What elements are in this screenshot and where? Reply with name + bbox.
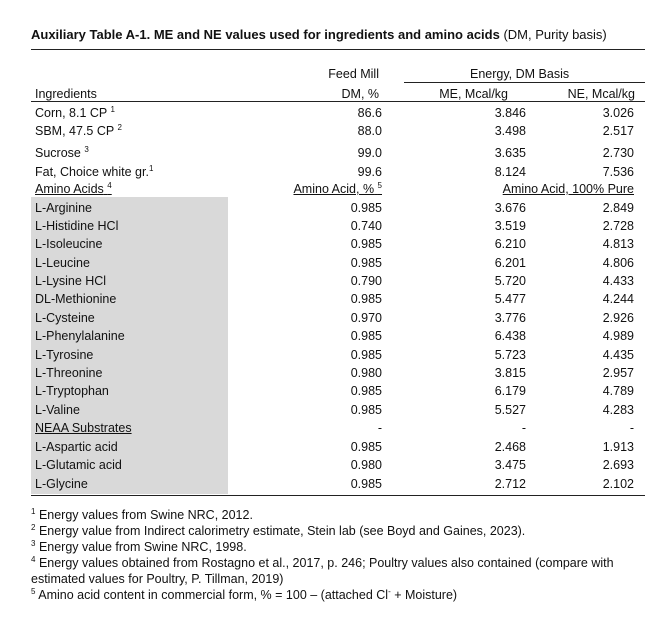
table-row bbox=[31, 146, 645, 164]
amino-name-cell: L-Histidine HCl bbox=[35, 219, 119, 233]
ne-cell: 2.102 bbox=[602, 477, 634, 491]
ingredient-name-cell: Sucrose $^3$ bbox=[35, 144, 89, 160]
dm-cell: 99.6 bbox=[357, 165, 382, 179]
ingredient-name-cell: Corn, 8.1 CP $^1$ bbox=[35, 104, 115, 120]
table-row bbox=[31, 124, 645, 142]
ne-cell: 4.989 bbox=[602, 329, 634, 343]
aa-cell: 0.985 bbox=[350, 348, 382, 362]
ne-header: NE, Mcal/kg bbox=[567, 87, 635, 101]
amino-acid-pure-header: Amino Acid, 100% Pure bbox=[502, 182, 634, 196]
ne-cell: 4.813 bbox=[602, 237, 634, 251]
aa-cell: 0.985 bbox=[350, 237, 382, 251]
neaa-subheader-row bbox=[31, 421, 645, 439]
ne-cell: 2.957 bbox=[602, 366, 634, 380]
me-cell: 3.475 bbox=[494, 458, 526, 472]
amino-name-cell: DL-Methionine bbox=[35, 292, 117, 306]
me-cell: 2.712 bbox=[494, 477, 526, 491]
aa-cell: 0.980 bbox=[350, 458, 382, 472]
dash-cell: - bbox=[521, 421, 526, 435]
table-row bbox=[31, 329, 645, 347]
amino-name-cell: L-Isoleucine bbox=[35, 237, 103, 251]
amino-name-cell: L-Leucine bbox=[35, 256, 90, 270]
dm-cell: 86.6 bbox=[357, 106, 382, 120]
header-rule bbox=[31, 101, 645, 102]
amino-acids-label: Amino Acids $^4$ bbox=[35, 180, 112, 196]
dash-cell: - bbox=[377, 421, 382, 435]
me-cell: 3.676 bbox=[494, 201, 526, 215]
dash-cell: - bbox=[629, 421, 634, 435]
feed-mill-header: Feed Mill bbox=[328, 67, 379, 81]
table-row bbox=[31, 292, 645, 310]
amino-name-cell: L-Tyrosine bbox=[35, 348, 94, 362]
footnote: $^2$ Energy value from Indirect calorimetry estimate, Stein lab (see Boyd and Gaines, 2023). bbox=[31, 522, 526, 538]
top-rule bbox=[31, 49, 645, 50]
me-cell: 3.519 bbox=[494, 219, 526, 233]
amino-name-cell: L-Glutamic acid bbox=[35, 458, 122, 472]
table-row bbox=[31, 256, 645, 274]
amino-name-cell: L-Aspartic acid bbox=[35, 440, 118, 454]
table-row bbox=[31, 165, 645, 183]
table-row bbox=[31, 237, 645, 255]
table-row bbox=[31, 219, 645, 237]
me-header: ME, Mcal/kg bbox=[439, 87, 508, 101]
me-cell: 3.815 bbox=[494, 366, 526, 380]
ne-cell: 1.913 bbox=[602, 440, 634, 454]
me-cell: 6.201 bbox=[494, 256, 526, 270]
footnote: $^1$ Energy values from Swine NRC, 2012. bbox=[31, 506, 253, 522]
table-title-bold: Auxiliary Table A-1. ME and NE values used for ingredients and amino acids bbox=[31, 27, 500, 42]
aa-cell: 0.985 bbox=[350, 440, 382, 454]
table-row bbox=[31, 384, 645, 402]
amino-subheader-row bbox=[31, 182, 645, 200]
aa-cell: 0.985 bbox=[350, 477, 382, 491]
dm-header: DM, % bbox=[341, 87, 379, 101]
me-cell: 3.846 bbox=[494, 106, 526, 120]
me-cell: 5.723 bbox=[494, 348, 526, 362]
table-row bbox=[31, 106, 645, 124]
ne-cell: 2.926 bbox=[602, 311, 634, 325]
aa-cell: 0.985 bbox=[350, 403, 382, 417]
aa-cell: 0.980 bbox=[350, 366, 382, 380]
energy-header: Energy, DM Basis bbox=[470, 67, 570, 81]
ne-cell: 4.806 bbox=[602, 256, 634, 270]
ingredients-header: Ingredients bbox=[35, 87, 97, 101]
energy-header-rule bbox=[404, 82, 645, 83]
ne-cell: 2.693 bbox=[602, 458, 634, 472]
ingredient-name-cell: Fat, Choice white gr.$^1$ bbox=[35, 163, 154, 179]
amino-name-cell: L-Valine bbox=[35, 403, 80, 417]
footnotes bbox=[31, 507, 651, 603]
ne-cell: 3.026 bbox=[602, 106, 634, 120]
ne-cell: 4.433 bbox=[602, 274, 634, 288]
footnote: $^5$ Amino acid content in commercial form, % = 100 – (attached Cl- + Moisture) bbox=[31, 586, 458, 602]
dm-cell: 88.0 bbox=[357, 124, 382, 138]
aa-cell: 0.985 bbox=[350, 329, 382, 343]
me-cell: 3.498 bbox=[494, 124, 526, 138]
table-row bbox=[31, 274, 645, 292]
amino-acid-percent-header: Amino Acid, % $^5$ bbox=[293, 180, 382, 196]
ne-cell: 4.244 bbox=[602, 292, 634, 306]
me-cell: 5.720 bbox=[494, 274, 526, 288]
amino-name-cell: L-Threonine bbox=[35, 366, 103, 380]
aa-cell: 0.985 bbox=[350, 201, 382, 215]
table-row bbox=[31, 440, 645, 458]
me-cell: 3.776 bbox=[494, 311, 526, 325]
table-row bbox=[31, 311, 645, 329]
table-row bbox=[31, 201, 645, 219]
bottom-rule bbox=[31, 495, 645, 496]
dm-cell: 99.0 bbox=[357, 146, 382, 160]
table-title-normal: (DM, Purity basis) bbox=[503, 27, 607, 42]
ne-cell: 2.849 bbox=[602, 201, 634, 215]
ne-cell: 2.517 bbox=[602, 124, 634, 138]
table-row bbox=[31, 477, 645, 495]
amino-name-cell: L-Cysteine bbox=[35, 311, 95, 325]
amino-name-cell: L-Phenylalanine bbox=[35, 329, 125, 343]
table-row bbox=[31, 458, 645, 476]
me-cell: 6.210 bbox=[494, 237, 526, 251]
ne-cell: 7.536 bbox=[602, 165, 634, 179]
ne-cell: 2.728 bbox=[602, 219, 634, 233]
neaa-label: NEAA Substrates bbox=[35, 421, 132, 435]
aa-cell: 0.740 bbox=[350, 219, 382, 233]
me-cell: 5.477 bbox=[494, 292, 526, 306]
amino-name-cell: L-Arginine bbox=[35, 201, 92, 215]
me-cell: 2.468 bbox=[494, 440, 526, 454]
table-row bbox=[31, 403, 645, 421]
ne-cell: 4.283 bbox=[602, 403, 634, 417]
me-cell: 3.635 bbox=[494, 146, 526, 160]
ne-cell: 4.435 bbox=[602, 348, 634, 362]
me-cell: 6.179 bbox=[494, 384, 526, 398]
aa-cell: 0.985 bbox=[350, 384, 382, 398]
aa-cell: 0.790 bbox=[350, 274, 382, 288]
me-cell: 8.124 bbox=[494, 165, 526, 179]
aa-cell: 0.985 bbox=[350, 256, 382, 270]
ne-cell: 2.730 bbox=[602, 146, 634, 160]
ingredient-name-cell: SBM, 47.5 CP $^2$ bbox=[35, 122, 122, 138]
footnote: $^3$ Energy value from Swine NRC, 1998. bbox=[31, 538, 247, 554]
table-title bbox=[31, 27, 607, 42]
aa-cell: 0.970 bbox=[350, 311, 382, 325]
table-row bbox=[31, 348, 645, 366]
me-cell: 5.527 bbox=[494, 403, 526, 417]
footnote: $^4$ Energy values obtained from Rostagno et al., 2017, p. 246; Poultry values also contained (compare with estimated values for Poultry, P. Tillman, 2019) bbox=[31, 554, 614, 586]
amino-name-cell: L-Glycine bbox=[35, 477, 88, 491]
aa-cell: 0.985 bbox=[350, 292, 382, 306]
table-row bbox=[31, 366, 645, 384]
ne-cell: 4.789 bbox=[602, 384, 634, 398]
amino-name-cell: L-Tryptophan bbox=[35, 384, 109, 398]
me-cell: 6.438 bbox=[494, 329, 526, 343]
amino-name-cell: L-Lysine HCl bbox=[35, 274, 107, 288]
